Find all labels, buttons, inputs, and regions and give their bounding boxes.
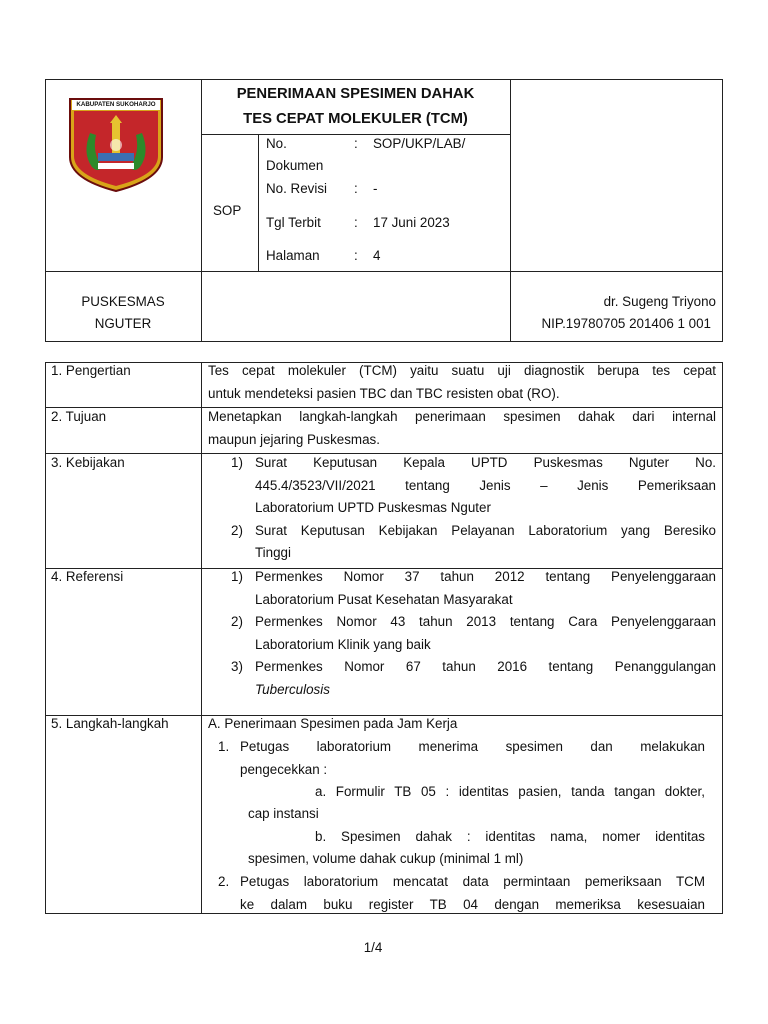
- referensi-item2-num: 2): [231, 614, 243, 629]
- meta-label-dokumen: Dokumen: [266, 158, 324, 173]
- logo-text: KABUPATEN SUKOHARJO: [76, 101, 156, 108]
- document-title-line1: PENERIMAAN SPESIMEN DAHAK: [236, 86, 475, 102]
- referensi-item3-line1: Permenkes Nomor 67 tahun 2016 tentang Penanggulangan: [255, 659, 716, 674]
- meta-label-terbit: Tgl Terbit: [266, 215, 321, 230]
- section-label-kebijakan: 3. Kebijakan: [51, 455, 125, 470]
- meta-sep-halaman: :: [354, 248, 358, 263]
- signer-name: dr. Sugeng Triyono: [603, 294, 716, 309]
- referensi-item2-line1: Permenkes Nomor 43 tahun 2013 tentang Cara Penyelenggaraan: [255, 614, 716, 629]
- signer-nip: NIP.19780705 201406 1 001: [541, 316, 711, 331]
- step2-num: 2.: [218, 874, 230, 889]
- meta-value-halaman: 4: [373, 248, 381, 263]
- kabupaten-sukoharjo-logo: [68, 97, 164, 193]
- kebijakan-item2-num: 2): [231, 523, 243, 538]
- referensi-item3-num: 3): [231, 659, 243, 674]
- meta-label-revisi: No. Revisi: [266, 181, 328, 196]
- kebijakan-item1-line3: Laboratorium UPTD Puskesmas Nguter: [255, 500, 491, 515]
- step1-num: 1.: [218, 739, 230, 754]
- meta-sep-no: :: [354, 136, 358, 151]
- sub-b-line1: b. Spesimen dahak : identitas nama, nomer identitas: [315, 829, 705, 844]
- org-name-line1: PUSKESMAS: [81, 294, 165, 309]
- meta-sep-terbit: :: [354, 215, 358, 230]
- pengertian-text-line1: Tes cepat molekuler (TCM) yaitu suatu uji diagnostik berupa tes cepat: [208, 363, 716, 378]
- referensi-item1-num: 1): [231, 569, 243, 584]
- document-title-line2: TES CEPAT MOLEKULER (TCM): [243, 111, 468, 127]
- meta-label-halaman: Halaman: [266, 248, 320, 263]
- sub-a-line2: cap instansi: [248, 806, 319, 821]
- step1-line2: pengecekkan :: [240, 762, 328, 777]
- langkah-heading: A. Penerimaan Spesimen pada Jam Kerja: [208, 716, 458, 731]
- kebijakan-item1-num: 1): [231, 455, 243, 470]
- step1-line1: Petugas laboratorium menerima spesimen dan melakukan: [240, 739, 705, 754]
- section-label-referensi: 4. Referensi: [51, 569, 124, 584]
- kebijakan-item1-line1: Surat Keputusan Kepala UPTD Puskesmas Nguter No.: [255, 455, 716, 470]
- tujuan-text-line1: Menetapkan langkah-langkah penerimaan spesimen dahak dari internal: [208, 409, 716, 424]
- meta-sep-revisi: :: [354, 181, 358, 196]
- kebijakan-item2-line1: Surat Keputusan Kebijakan Pelayanan Laboratorium yang Beresiko: [255, 523, 716, 538]
- referensi-item3-line2: Tuberculosis: [255, 682, 330, 697]
- meta-label-no: No.: [266, 136, 287, 151]
- pengertian-text-line2: untuk mendeteksi pasien TBC dan TBC resisten obat (RO).: [208, 386, 560, 401]
- step2-line2: ke dalam buku register TB 04 dengan memeriksa kesesuaian: [240, 897, 705, 912]
- sub-a-line1: a. Formulir TB 05 : identitas pasien, tanda tangan dokter,: [315, 784, 705, 799]
- sub-b-line2: spesimen, volume dahak cukup (minimal 1 ml): [248, 851, 524, 866]
- section-label-pengertian: 1. Pengertian: [51, 363, 131, 378]
- section-label-tujuan: 2. Tujuan: [51, 409, 107, 424]
- referensi-item2-line2: Laboratorium Klinik yang baik: [255, 637, 431, 652]
- referensi-item1-line2: Laboratorium Pusat Kesehatan Masyarakat: [255, 592, 513, 607]
- org-name-line2: NGUTER: [94, 316, 152, 331]
- step2-line1: Petugas laboratorium mencatat data permintaan pemeriksaan TCM: [240, 874, 705, 889]
- kebijakan-item2-line2: Tinggi: [255, 545, 291, 560]
- meta-value-no: SOP/UKP/LAB/: [373, 136, 466, 151]
- referensi-item1-line1: Permenkes Nomor 37 tahun 2012 tentang Penyelenggaraan: [255, 569, 716, 584]
- sop-label: SOP: [213, 203, 242, 218]
- meta-value-terbit: 17 Juni 2023: [373, 215, 450, 230]
- meta-value-revisi: -: [373, 181, 378, 196]
- page-number: 1/4: [363, 940, 383, 955]
- kebijakan-item1-line2: 445.4/3523/VII/2021 tentang Jenis – Jenis Pemeriksaan: [255, 478, 716, 493]
- section-label-langkah: 5. Langkah-langkah: [51, 716, 169, 731]
- tujuan-text-line2: maupun jejaring Puskesmas.: [208, 432, 380, 447]
